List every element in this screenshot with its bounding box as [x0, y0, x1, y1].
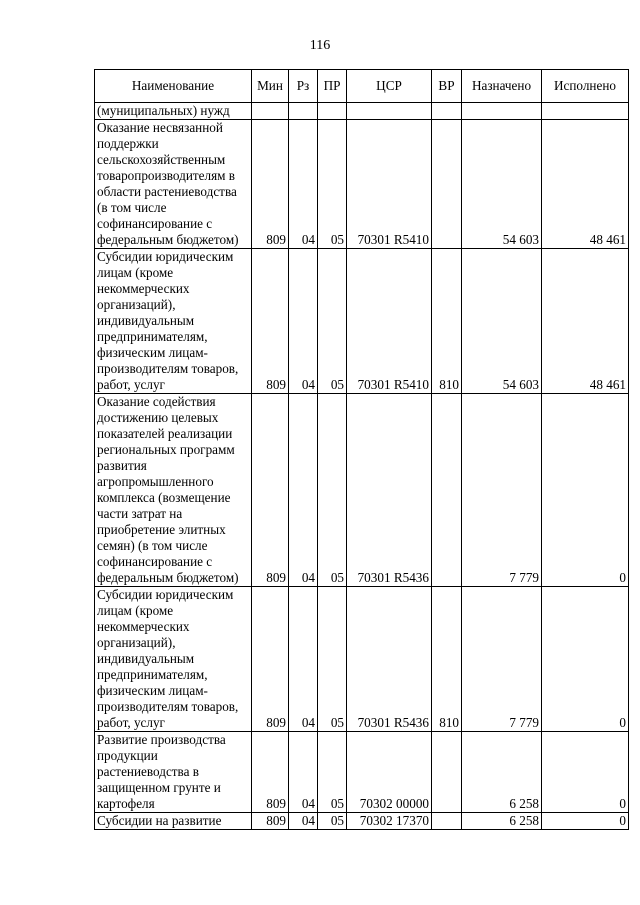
header-executed: Исполнено — [542, 70, 629, 103]
row-vr — [432, 120, 462, 249]
row-min: 809 — [252, 732, 289, 813]
header-assigned: Назначено — [462, 70, 542, 103]
table-row — [95, 120, 629, 249]
row-csr: 70302 17370 — [347, 813, 432, 830]
table-row — [95, 732, 629, 813]
row-pr: 05 — [318, 249, 347, 394]
row-executed: 0 — [542, 813, 629, 830]
row-vr — [432, 103, 462, 120]
row-vr: 810 — [432, 249, 462, 394]
row-executed: 48 461 — [542, 120, 629, 249]
table-row — [95, 103, 629, 120]
header-vr: ВР — [432, 70, 462, 103]
row-assigned: 6 258 — [462, 813, 542, 830]
header-row — [95, 70, 629, 103]
row-name: Оказание несвязанной поддержки сельскохозяйственным товаропроизводителям в области растениеводства (в том числе софинансирование с федеральным бюджетом) — [95, 120, 252, 249]
row-name: Оказание содействия достижению целевых показателей реализации региональных программ развития агропромышленного комплекса (возмещение части затрат на приобретение элитных семян) (в том числе софинансирование с федеральным бюджетом) — [95, 394, 252, 587]
row-rz — [289, 103, 318, 120]
row-pr — [318, 103, 347, 120]
row-assigned: 54 603 — [462, 120, 542, 249]
row-min: 809 — [252, 394, 289, 587]
row-executed: 0 — [542, 587, 629, 732]
budget-table — [94, 69, 629, 830]
row-executed — [542, 103, 629, 120]
row-csr — [347, 103, 432, 120]
table-row — [95, 587, 629, 732]
row-rz: 04 — [289, 813, 318, 830]
row-executed: 48 461 — [542, 249, 629, 394]
row-rz: 04 — [289, 249, 318, 394]
row-name: Развитие производства продукции растениеводства в защищенном грунте и картофеля — [95, 732, 252, 813]
row-name: Субсидии на развитие — [95, 813, 252, 830]
row-pr: 05 — [318, 120, 347, 249]
row-vr — [432, 732, 462, 813]
row-name: Субсидии юридическим лицам (кроме некоммерческих организаций), индивидуальным предпринимателям, физическим лицам- производителям товаров, работ, услуг — [95, 249, 252, 394]
row-csr: 70302 00000 — [347, 732, 432, 813]
table-row — [95, 394, 629, 587]
header-csr: ЦСР — [347, 70, 432, 103]
row-pr: 05 — [318, 587, 347, 732]
row-min: 809 — [252, 120, 289, 249]
row-csr: 70301 R5436 — [347, 394, 432, 587]
header-rz: Рз — [289, 70, 318, 103]
row-executed: 0 — [542, 394, 629, 587]
row-rz: 04 — [289, 120, 318, 249]
table-row — [95, 813, 629, 830]
header-min: Мин — [252, 70, 289, 103]
row-pr: 05 — [318, 813, 347, 830]
row-csr: 70301 R5410 — [347, 120, 432, 249]
row-pr: 05 — [318, 394, 347, 587]
row-assigned — [462, 103, 542, 120]
table-row — [95, 249, 629, 394]
row-min — [252, 103, 289, 120]
row-assigned: 54 603 — [462, 249, 542, 394]
row-assigned: 6 258 — [462, 732, 542, 813]
row-min: 809 — [252, 587, 289, 732]
row-rz: 04 — [289, 732, 318, 813]
header-name: Наименование — [95, 70, 252, 103]
row-vr: 810 — [432, 587, 462, 732]
header-pr: ПР — [318, 70, 347, 103]
row-executed: 0 — [542, 732, 629, 813]
row-vr — [432, 813, 462, 830]
row-rz: 04 — [289, 394, 318, 587]
row-name: (муниципальных) нужд — [95, 103, 252, 120]
row-min: 809 — [252, 249, 289, 394]
row-assigned: 7 779 — [462, 394, 542, 587]
row-csr: 70301 R5410 — [347, 249, 432, 394]
row-vr — [432, 394, 462, 587]
row-pr: 05 — [318, 732, 347, 813]
row-min: 809 — [252, 813, 289, 830]
row-csr: 70301 R5436 — [347, 587, 432, 732]
row-rz: 04 — [289, 587, 318, 732]
row-name: Субсидии юридическим лицам (кроме некоммерческих организаций), индивидуальным предпринимателям, физическим лицам- производителям товаров, работ, услуг — [95, 587, 252, 732]
row-assigned: 7 779 — [462, 587, 542, 732]
page-number: 116 — [309, 38, 331, 53]
